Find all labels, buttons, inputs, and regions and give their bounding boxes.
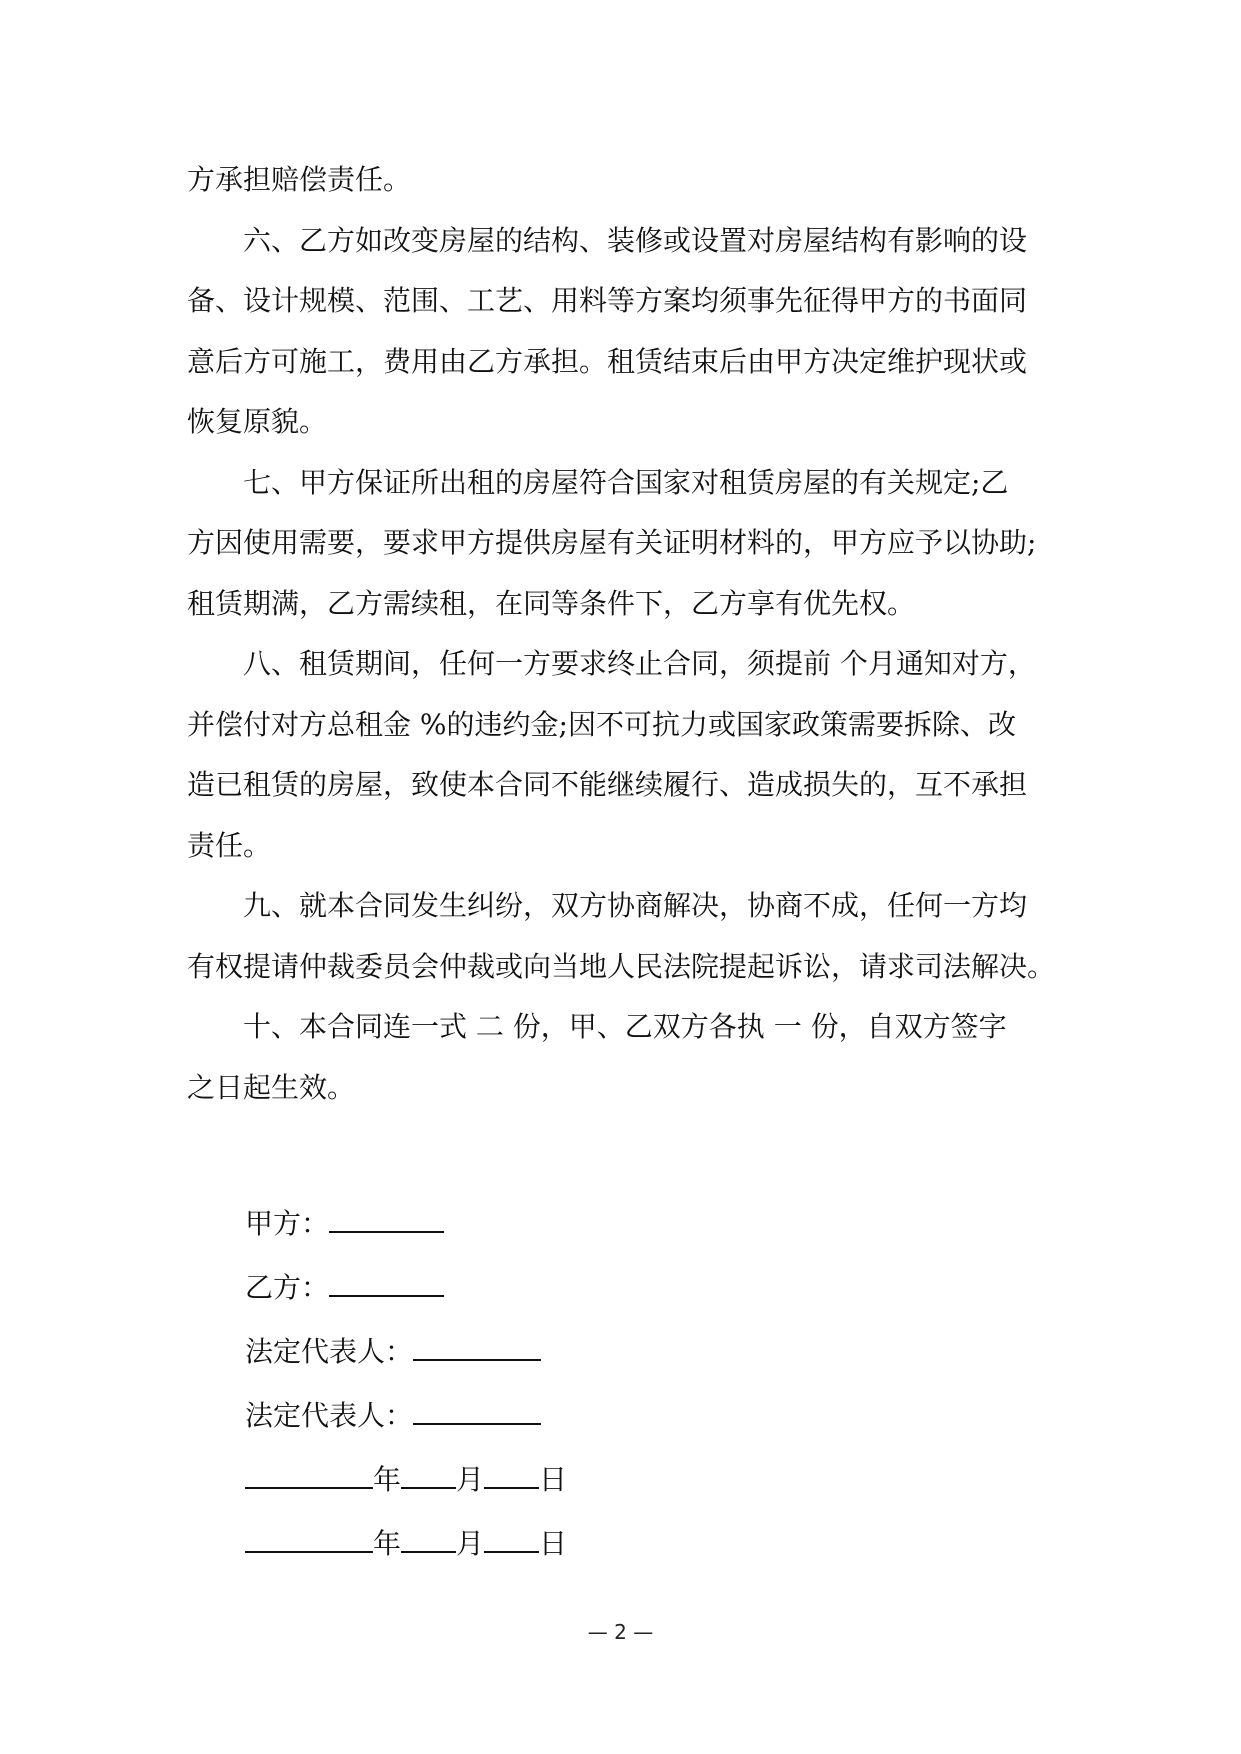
- year-blank: [245, 1463, 373, 1489]
- day-blank: [484, 1463, 539, 1489]
- month-blank: [401, 1527, 456, 1553]
- date-line-a: [245, 1448, 945, 1512]
- legal-rep-a-blank: [413, 1335, 541, 1361]
- legal-rep-b-blank: [413, 1399, 541, 1425]
- legal-rep-a-label: 法定代表人：: [245, 1335, 414, 1368]
- paragraph-line: 责任。: [187, 828, 272, 862]
- clause-nine-line: 九、就本合同发生纠纷，双方协商解决，协商不成，任何一方均: [243, 889, 1028, 922]
- month-label: 月: [456, 1527, 485, 1560]
- paragraph-line: 备、设计规模、范围、工艺、用料等方案均须事先征得甲方的书面同: [187, 284, 1028, 317]
- day-label: 日: [539, 1527, 568, 1560]
- legal-rep-a-signature: [245, 1320, 945, 1384]
- paragraph-line: 有权提请仲裁委员会仲裁或向当地人民法院提起诉讼，请求司法解决。: [187, 949, 1056, 983]
- party-b-signature: [245, 1256, 945, 1320]
- paragraph-line: 方承担赔偿责任。: [187, 163, 412, 196]
- year-label: 年: [373, 1527, 402, 1560]
- clause-six-line: 六、乙方如改变房屋的结构、装修或设置对房屋结构有影响的设: [243, 223, 1028, 257]
- legal-rep-b-label: 法定代表人：: [245, 1399, 414, 1432]
- year-label: 年: [373, 1463, 402, 1496]
- party-b-blank: [329, 1271, 444, 1297]
- party-b-label: 乙方：: [245, 1271, 330, 1304]
- date-line-b: [245, 1512, 945, 1576]
- party-a-blank: [329, 1207, 444, 1233]
- signature-block: [245, 1192, 945, 1576]
- clause-ten-line: 十、本合同连一式 二 份，甲、乙双方各执 一 份，自双方签字: [243, 1010, 1007, 1043]
- day-blank: [484, 1527, 539, 1553]
- paragraph-line: 之日起生效。: [187, 1070, 356, 1104]
- party-a-signature: [245, 1192, 945, 1256]
- clause-eight-line: 八、租赁期间，任何一方要求终止合同，须提前 个月通知对方，: [243, 647, 1036, 680]
- paragraph-line: 造已租赁的房屋，致使本合同不能继续履行、造成损失的，互不承担: [187, 768, 1028, 801]
- month-label: 月: [456, 1463, 485, 1496]
- month-blank: [401, 1463, 456, 1489]
- paragraph-line: 租赁期满，乙方需续租，在同等条件下，乙方享有优先权。: [187, 586, 916, 620]
- party-a-label: 甲方：: [245, 1207, 330, 1240]
- year-blank: [245, 1527, 373, 1553]
- clause-seven-line: 七、甲方保证所出租的房屋符合国家对租赁房屋的有关规定;乙: [243, 465, 1009, 499]
- page-number: — 2 —: [587, 1620, 654, 1644]
- paragraph-line: 恢复原貌。: [187, 405, 328, 438]
- day-label: 日: [539, 1463, 568, 1496]
- paragraph-line: 并偿付对方总租金 %的违约金;因不可抗力或国家政策需要拆除、改: [187, 707, 1016, 741]
- legal-rep-b-signature: [245, 1384, 945, 1448]
- paragraph-line: 意后方可施工，费用由乙方承担。租赁结束后由甲方决定维护现状或: [187, 344, 1028, 378]
- contract-body: [187, 150, 1067, 1118]
- paragraph-line: 方因使用需要，要求甲方提供房屋有关证明材料的，甲方应予以协助;: [187, 526, 1037, 559]
